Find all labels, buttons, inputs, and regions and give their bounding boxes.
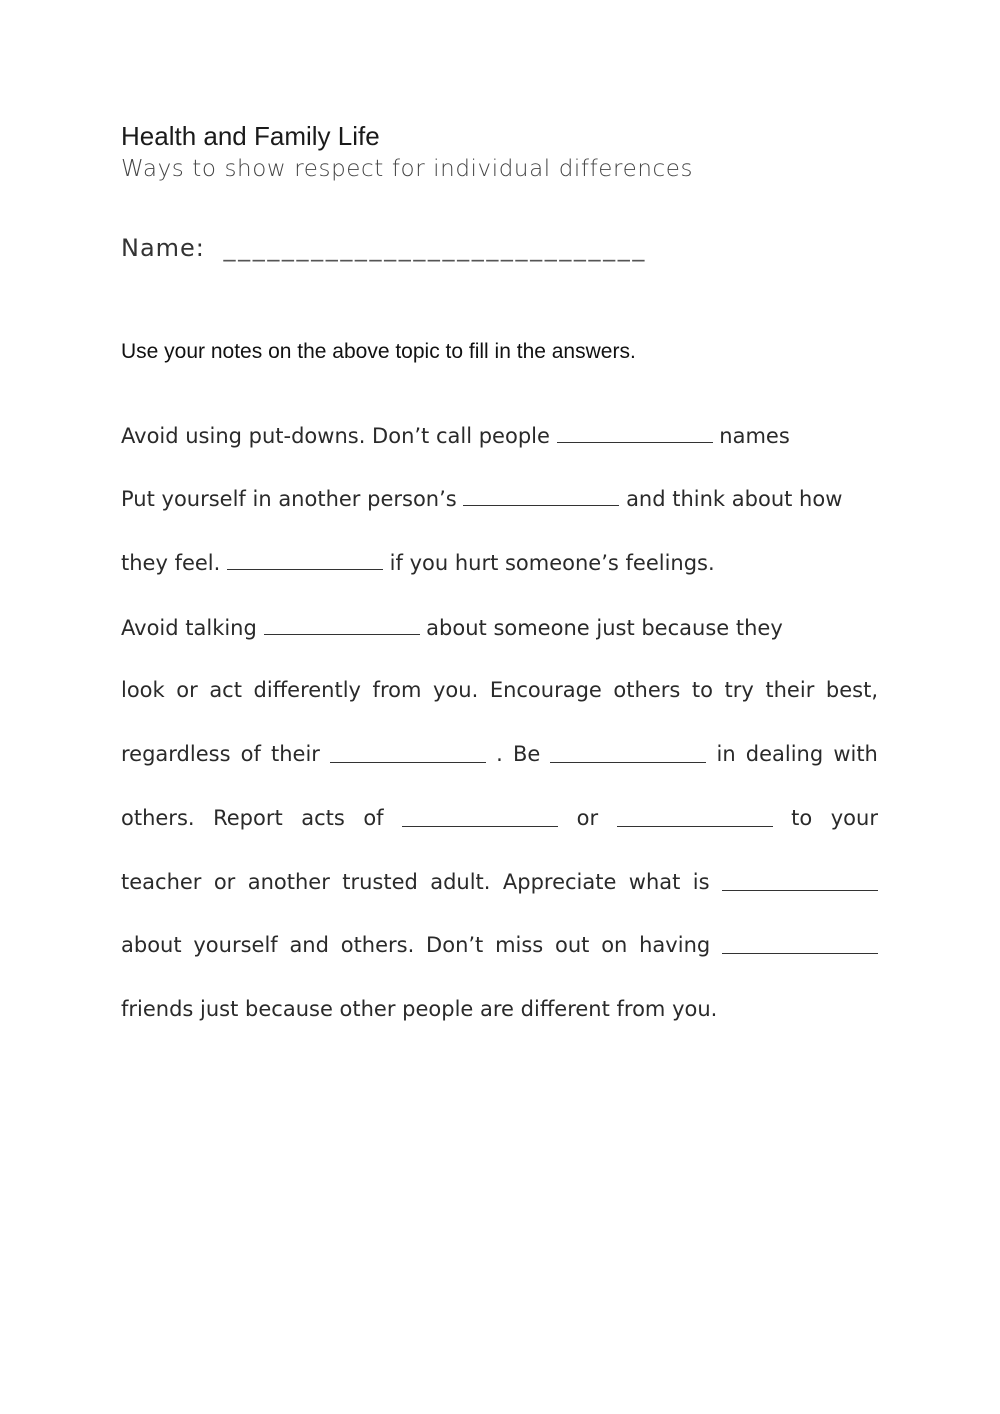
sentence-line	[121, 680, 878, 701]
sentence-word: their	[271, 742, 320, 766]
sentence-line	[121, 935, 878, 956]
sentence-line	[121, 999, 878, 1020]
sentence-word: try	[724, 678, 754, 702]
name-field-row	[121, 234, 647, 262]
answer-blank[interactable]	[557, 424, 713, 443]
sentence-line	[121, 487, 878, 510]
sentence-word: miss	[495, 933, 544, 957]
sentence-word: or	[176, 678, 198, 702]
sentence-word: having	[639, 933, 711, 957]
sentence-word: trusted	[342, 870, 418, 894]
sentence-word: others.	[121, 806, 195, 830]
sentence-word: regardless	[121, 742, 231, 766]
name-blank-line[interactable]: _____________________________	[223, 234, 647, 262]
answer-blank[interactable]	[722, 872, 878, 891]
sentence-word: out	[555, 933, 590, 957]
answer-blank[interactable]	[722, 935, 878, 954]
sentence-word: about	[121, 933, 182, 957]
worksheet-title: Health and Family Life	[121, 121, 380, 151]
sentence-word: or	[213, 870, 236, 894]
sentence-word: to	[691, 678, 713, 702]
answer-blank[interactable]	[330, 744, 486, 763]
sentence-line	[121, 744, 878, 765]
sentence-text: if you hurt someone’s feelings.	[382, 551, 715, 575]
answer-blank[interactable]	[402, 808, 558, 827]
sentence-word: teacher	[121, 870, 202, 894]
sentence-word: and	[289, 933, 329, 957]
sentence-text: they feel.	[121, 551, 227, 575]
sentence-word: of	[240, 742, 261, 766]
sentence-line	[121, 872, 878, 893]
sentence-text: about someone just because they	[419, 616, 783, 640]
sentence-word: best,	[825, 678, 878, 702]
sentence-line	[121, 616, 878, 639]
sentence-word: .	[496, 742, 503, 766]
sentence-word: in	[716, 742, 736, 766]
answer-blank[interactable]	[227, 551, 383, 570]
sentence-word: Don’t	[426, 933, 484, 957]
instructions-text: Use your notes on the above topic to fill in the answers.	[121, 340, 636, 363]
sentence-word: from	[372, 678, 422, 702]
answer-blank[interactable]	[264, 616, 420, 635]
sentence-word: or	[576, 806, 599, 830]
sentence-word: others.	[340, 933, 415, 957]
sentence-word: you.	[432, 678, 479, 702]
sentence-word: acts	[301, 806, 345, 830]
answer-blank[interactable]	[463, 487, 619, 506]
answer-blank[interactable]	[550, 744, 706, 763]
sentence-word: is	[692, 870, 710, 894]
sentence-word: their	[765, 678, 815, 702]
sentence-word: act	[209, 678, 242, 702]
sentence-word: look	[121, 678, 165, 702]
sentence-text: Avoid talking	[121, 616, 264, 640]
sentence-text: Put yourself in another person’s	[121, 487, 464, 511]
sentence-word: of	[363, 806, 384, 830]
sentence-line	[121, 808, 878, 829]
sentence-text: names	[712, 424, 790, 448]
sentence-word: Be	[512, 742, 541, 766]
sentence-text: friends just because other people are different from you.	[121, 997, 718, 1021]
sentence-text: Avoid using put-downs. Don’t call people	[121, 424, 557, 448]
sentence-word: Encourage	[489, 678, 602, 702]
sentence-word: others	[613, 678, 681, 702]
sentence-word: another	[247, 870, 330, 894]
sentence-word: Appreciate	[502, 870, 617, 894]
sentence-word: differently	[253, 678, 361, 702]
sentence-word: yourself	[193, 933, 278, 957]
sentence-word: adult.	[430, 870, 491, 894]
sentence-word: with	[833, 742, 878, 766]
answer-blank[interactable]	[617, 808, 773, 827]
sentence-line	[121, 551, 878, 574]
sentence-line	[121, 424, 878, 447]
sentence-word: dealing	[745, 742, 824, 766]
name-label: Name:	[121, 234, 205, 262]
sentence-word: Report	[213, 806, 283, 830]
sentence-word: to	[791, 806, 813, 830]
sentence-word: on	[601, 933, 628, 957]
worksheet-subtitle: Ways to show respect for individual differences	[121, 156, 694, 182]
sentence-text: and think about how	[619, 487, 843, 511]
sentence-word: your	[830, 806, 878, 830]
sentence-word: what	[628, 870, 681, 894]
